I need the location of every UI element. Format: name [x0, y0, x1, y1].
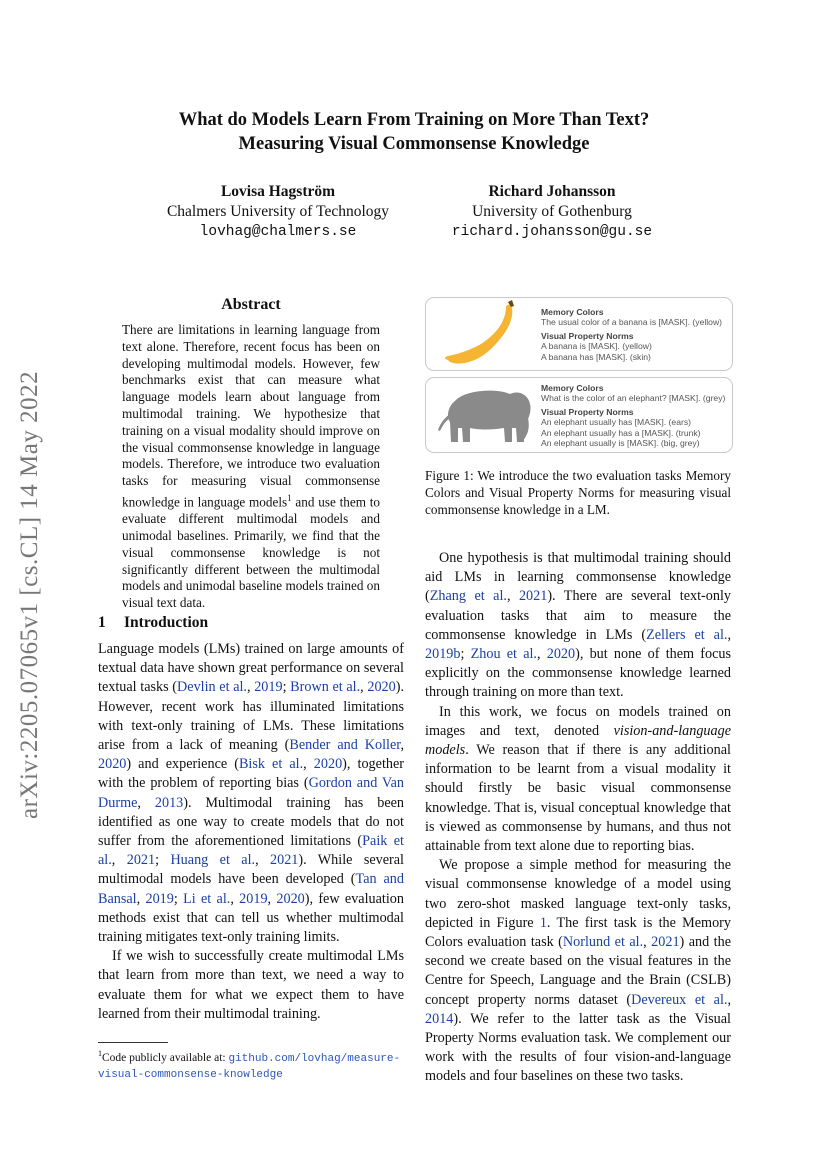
banana-icon: [426, 298, 536, 370]
panel2-norm-line: An elephant usually has [MASK]. (ears): [541, 417, 691, 428]
citation-link[interactable]: 2019: [239, 890, 268, 907]
paragraph-text: ). We refer to the latter task as the Visual Property Norms evaluation task. We complement our work with the results of four vision-and-language models and four baselines on these two tasks.: [425, 1010, 731, 1085]
panel1-text: [541, 307, 722, 362]
paragraph-text: We propose a simple method for measuring the visual commonsense knowledge of a model using two zero-shot masked language text-only tasks, depicted in Figure: [425, 857, 731, 931]
arxiv-stamp: [0, 350, 60, 850]
footnote-text: Code publicly available at:: [102, 1051, 229, 1064]
col2-paragraph-3: [425, 856, 731, 1086]
footnote: [98, 1046, 408, 1083]
paragraph-text: ,: [246, 679, 255, 696]
paragraph-text: Language models (LMs) trained on large amounts of textual data have shown great performance on several textual tasks (: [98, 641, 404, 696]
citation-link[interactable]: Paik et al.: [98, 833, 404, 869]
figure-1-caption: Figure 1: We introduce the two evaluation tasks Memory Colors and Visual Property Norms for measuring visual commonsense knowledge in a LM.: [425, 468, 731, 517]
paragraph-text: ;: [282, 679, 291, 696]
left-column-body: [98, 640, 404, 1024]
author-block-1: [140, 182, 416, 242]
paragraph-text: ,: [267, 890, 277, 907]
paragraph-text: ), few evaluation methods exist that can tell us whether multimodal training mitigates text-only training limits.: [98, 890, 404, 946]
col2-paragraph-2: [425, 703, 731, 857]
author-email[interactable]: richard.johansson@gu.se: [451, 224, 653, 240]
right-column-body: [425, 549, 731, 1087]
paragraph-text: ;: [155, 852, 171, 869]
citation-link[interactable]: Zhou et al.: [470, 646, 537, 663]
paragraph-text: One hypothesis is that multimodal training should aid LMs in learning commonsense knowledge (: [425, 550, 731, 605]
citation-link[interactable]: 2014: [425, 1010, 454, 1027]
author-name: Lovisa Hagström: [220, 183, 336, 200]
paragraph-text: ,: [255, 852, 270, 869]
panel2-norm-line: An elephant usually is [MASK]. (big, grey): [541, 438, 700, 449]
citation-link[interactable]: 2013: [154, 794, 184, 811]
citation-link[interactable]: 2021: [126, 852, 156, 869]
paragraph-text: ;: [173, 890, 184, 907]
figure-panel-elephant: [425, 377, 733, 453]
section-heading-introduction: [98, 614, 404, 632]
col2-paragraph-1: [425, 549, 731, 703]
title-line-1: What do Models Learn From Training on More Than Text?: [178, 110, 650, 130]
paragraph-text: ). Multimodal training has been identified as one way to create models that do not suffer from the aforementioned limitations (: [98, 794, 405, 850]
paragraph-text: ,: [230, 890, 240, 907]
paragraph-text: ). There are several text-only evaluation tasks that aim to measure the commonsense knowledge in LMs (: [425, 588, 731, 643]
citation-link[interactable]: Gordon and Van Durme: [98, 775, 404, 811]
citation-link[interactable]: Li et al.: [183, 890, 231, 907]
intro-paragraph-1: [98, 640, 404, 947]
intro-paragraph-2: If we wish to successfully create multimodal LMs that learn from more than text, we need a way to evaluate them for what we expect them to have learned from their multimodal training.: [98, 948, 404, 1022]
citation-link[interactable]: 2021: [518, 588, 548, 605]
panel1-memory-line: The usual color of a banana is [MASK]. (yellow): [541, 317, 723, 328]
panel2-text: [541, 383, 725, 448]
footnote-mark: 1: [98, 1049, 102, 1058]
citation-link[interactable]: 2020: [276, 890, 305, 907]
author-affiliation: University of Gothenburg: [472, 203, 632, 220]
abstract-body: [122, 322, 380, 612]
paragraph-text: . We reason that if there is any additional information to be learnt from a visual modality it should firstly be basic visual commonsense knowledge. That is, visual conceptual knowledge that is viewed as commonsense by humans, and thus not attainable from text alone due to reporting bias.: [425, 742, 731, 855]
section-number: 1: [98, 614, 106, 631]
paragraph-text: ) and experience (: [126, 756, 239, 773]
paragraph-text: ,: [111, 852, 127, 869]
citation-link[interactable]: 2020: [546, 646, 576, 663]
paragraph-text: In this work, we focus on models trained on images and text, denoted: [425, 703, 731, 739]
citation-link[interactable]: 2021: [651, 934, 680, 951]
citation-link[interactable]: 2019b: [425, 646, 461, 663]
citation-link[interactable]: 2021: [270, 852, 299, 869]
arxiv-stamp-text: arXiv:2205.07065v1 [cs.CL] 14 May 2022: [16, 370, 43, 819]
citation-link[interactable]: 1: [539, 914, 547, 931]
author-affiliation: Chalmers University of Technology: [166, 203, 390, 220]
citation-link[interactable]: Huang et al.: [170, 852, 256, 869]
citation-link[interactable]: 2020: [98, 756, 127, 773]
footnote-link[interactable]: github.com/lovhag/measure-visual-commonsense-knowledge: [98, 1052, 401, 1081]
panel1-heading-memory-colors: Memory Colors: [541, 307, 604, 317]
citation-link[interactable]: 2020: [367, 679, 396, 696]
paragraph-text: ;: [460, 646, 471, 663]
paragraph-text: . The first task is the Memory Colors evaluation task (: [425, 914, 731, 951]
author-email[interactable]: lovhag@chalmers.se: [199, 224, 357, 240]
abstract-text-b: and use them to evaluate different multimodal models and unimodal baselines. Primarily, we find that the visual commonsense knowledge is not significantly different between the multimodal models and unimodal baseline models trained on visual text data.: [122, 494, 380, 611]
author-name: Richard Johansson: [488, 183, 616, 200]
paragraph-text: ). While several multimodal models have been developed (: [98, 852, 404, 888]
paragraph-text: ,: [400, 737, 404, 754]
paragraph-text: ,: [536, 646, 547, 663]
author-block-2: [414, 182, 690, 242]
elephant-icon: [426, 378, 538, 452]
title-line-2: Measuring Visual Commonsense Knowledge: [238, 134, 590, 154]
panel2-memory-line: What is the color of an elephant? [MASK]. (grey): [541, 393, 726, 404]
paragraph-text: ,: [643, 934, 652, 951]
paragraph-text: ,: [727, 626, 731, 643]
paragraph-text: ,: [360, 679, 368, 696]
paper-title: [0, 108, 828, 156]
citation-link[interactable]: Bisk et al.: [238, 756, 304, 773]
panel1-norm-line: A banana is [MASK]. (yellow): [541, 341, 652, 352]
paragraph-text: ,: [506, 588, 519, 605]
paragraph-text: ), but none of them focus explicitly on the commonsense knowledge learned through training on more than text.: [425, 646, 731, 701]
panel1-norm-line: A banana has [MASK]. (skin): [541, 351, 651, 362]
citation-link[interactable]: Tan and Bansal: [98, 871, 404, 907]
citation-link[interactable]: Norlund et al.: [562, 934, 644, 951]
citation-link[interactable]: Devlin et al.: [177, 679, 247, 696]
citation-link[interactable]: Zhang et al.: [429, 588, 507, 605]
figure-panel-banana: [425, 297, 733, 371]
abstract-text-a: There are limitations in learning language from text alone. Therefore, recent focus has been on developing multimodal models. However, few benchmarks exist that can measure what language models learn about language from multimodal training. We hypothesize that training on a visual modality should improve on the visual commonsense knowledge in language models. Therefore, we introduce two evaluation tasks for measuring visual commonsense knowledge in language models: [122, 322, 380, 510]
paragraph-text: ) and the second we create based on the visual features in the Centre for Speech, Language and the Brain (CSLB) concept property norms dataset (: [425, 934, 732, 1008]
emphasis-text: vision-and-language models: [425, 722, 731, 759]
paragraph-text: ), together with the problem of reporting bias (: [98, 756, 405, 792]
panel2-heading-property-norms: Visual Property Norms: [541, 406, 634, 417]
citation-link[interactable]: 2019: [254, 679, 283, 696]
panel1-heading-property-norms: Visual Property Norms: [541, 330, 634, 341]
paragraph-text: ,: [137, 794, 155, 811]
paragraph-text: ,: [727, 991, 731, 1008]
citation-link[interactable]: Brown et al.: [290, 679, 361, 696]
paragraph-text: ). However, recent work has illuminated limitations with text-only training of LMs. These limitations arise from a lack of meaning (: [98, 679, 404, 754]
panel2-norm-line: An elephant usually has a [MASK]. (trunk): [541, 427, 701, 438]
abstract-heading: Abstract: [221, 296, 281, 313]
paragraph-text: ,: [136, 890, 146, 907]
citation-link[interactable]: 2020: [313, 756, 343, 773]
footnote-rule: [98, 1042, 168, 1043]
citation-link[interactable]: 2019: [145, 890, 174, 907]
citation-link[interactable]: Bender and Koller: [289, 737, 401, 754]
footnote-ref[interactable]: 1: [287, 492, 292, 503]
paragraph-text: ,: [303, 756, 314, 773]
citation-link[interactable]: Zellers et al.: [646, 626, 728, 643]
citation-link[interactable]: Devereux et al.: [631, 991, 728, 1008]
section-title: Introduction: [124, 614, 209, 631]
panel2-heading-memory-colors: Memory Colors: [541, 383, 604, 393]
